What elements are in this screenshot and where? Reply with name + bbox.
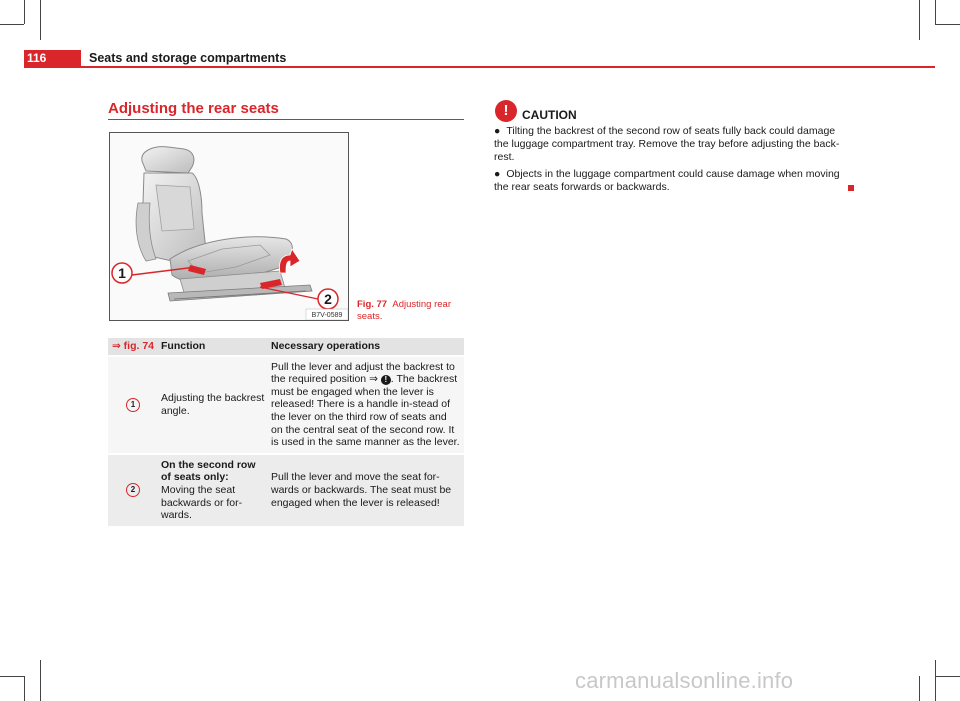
- row-number-cell: [108, 356, 158, 454]
- bullet-icon: ●: [494, 168, 501, 180]
- crop-mark: [919, 676, 920, 701]
- operations-cell: [268, 356, 464, 454]
- seat-illustration: [109, 132, 349, 321]
- function-cell: [158, 454, 268, 526]
- header-rule: [24, 66, 935, 68]
- row-number-cell: [108, 454, 158, 526]
- header-fig-ref[interactable]: ⇒ fig. 74: [108, 338, 158, 356]
- crop-mark: [24, 0, 25, 24]
- caution-body: [494, 125, 846, 198]
- page-number: 116: [24, 50, 81, 67]
- caution-item: [494, 168, 846, 194]
- figure-caption-text: Adjusting rear seats.: [357, 299, 451, 322]
- operations-text: . The backrest must be engaged when the lever is released! There is a handle in-stead of the lever on the third row of seats and on the central seat of the second row. It is used in the same manner as the lever.: [271, 373, 460, 449]
- section-title: Adjusting the rear seats: [108, 100, 279, 117]
- caution-ref-icon[interactable]: !: [381, 375, 391, 385]
- number-badge: 2: [126, 483, 140, 497]
- function-text: Moving the seat backwards or for-wards.: [161, 483, 243, 522]
- caution-item-text: Objects in the luggage compartment could cause damage when moving the rear seats forwards or backwards.: [494, 168, 840, 193]
- crop-mark: [40, 0, 41, 40]
- section-rule: [108, 119, 464, 120]
- operations-table: [108, 338, 464, 526]
- watermark: carmanualsonline.info: [575, 668, 794, 693]
- operations-cell: Pull the lever and move the seat for-wards or backwards. The seat must be engaged when the lever is released!: [268, 454, 464, 526]
- caution-item-text: Tilting the backrest of the second row of seats fully back could damage the luggage compartment tray. Remove the tray before adjusting the back-rest.: [494, 125, 840, 163]
- seat-drawing: [110, 133, 349, 321]
- table-row: [108, 454, 464, 526]
- crop-mark: [919, 0, 920, 40]
- crop-mark: [40, 660, 41, 701]
- caution-item: [494, 125, 846, 164]
- running-header: Seats and storage compartments: [89, 51, 287, 65]
- crop-mark: [935, 660, 936, 701]
- section-end-marker: [848, 185, 854, 191]
- figure-caption: [357, 299, 467, 323]
- caution-title: CAUTION: [522, 108, 577, 122]
- figure-code: B7V-0589: [311, 312, 343, 319]
- bullet-icon: ●: [494, 125, 501, 137]
- table-row: [108, 356, 464, 454]
- number-badge: 1: [126, 398, 140, 412]
- crop-mark: [0, 24, 24, 25]
- header-function: Function: [158, 338, 268, 356]
- figure-caption-label: Fig. 77: [357, 299, 388, 310]
- crop-mark: [935, 0, 936, 24]
- callout-2-label: 2: [324, 291, 332, 307]
- crop-mark: [935, 676, 960, 677]
- function-cell: Adjusting the backrest angle.: [158, 356, 268, 454]
- caution-icon: !: [495, 100, 517, 122]
- header-operations: Necessary operations: [268, 338, 464, 356]
- function-bold-text: On the second row of seats only:: [161, 458, 256, 484]
- operations-text: Pull the lever and adjust the backrest to the required position ⇒: [271, 360, 455, 386]
- crop-mark: [24, 676, 25, 701]
- callout-1-label: 1: [118, 265, 126, 281]
- crop-mark: [935, 24, 960, 25]
- crop-mark: [0, 676, 24, 677]
- table-header-row: [108, 338, 464, 356]
